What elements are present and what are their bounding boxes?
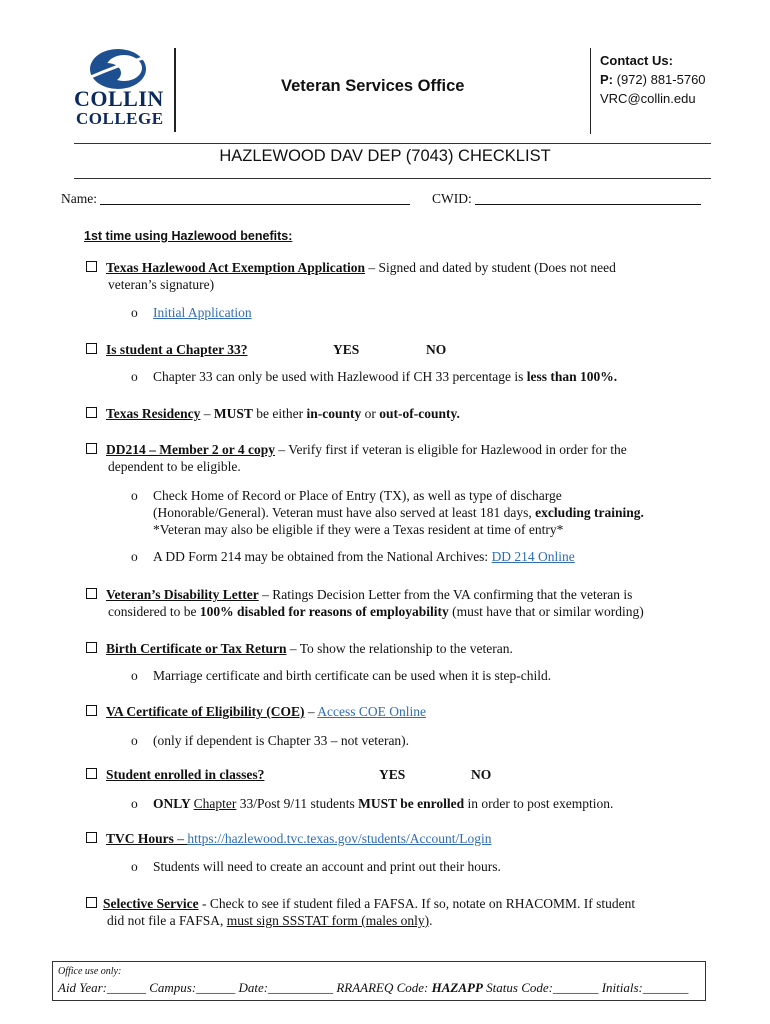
birth-sub-text: Marriage certificate and birth certificate can be used when it is step-child. xyxy=(153,668,552,683)
selective-text: - Check to see if student filed a FAFSA. If so, notate on RHACOMM. If student xyxy=(198,896,636,911)
page-title: HAZLEWOOD DAV DEP (7043) CHECKLIST xyxy=(219,147,551,165)
selective-label: Selective Service xyxy=(103,896,199,911)
coe-dash: – xyxy=(304,704,318,719)
cwid-line[interactable] xyxy=(475,204,701,205)
item-dd214 xyxy=(86,441,706,458)
item-enrolled xyxy=(86,766,264,783)
tvc-login-link[interactable]: https://hazlewood.tvc.texas.gov/students/Account/Login xyxy=(187,831,492,846)
college-logo xyxy=(74,44,164,130)
bullet: o xyxy=(131,549,138,564)
rraareq-label: RRAAREQ Code: xyxy=(336,980,432,995)
name-label: Name: xyxy=(61,191,97,206)
enrolled-yes[interactable]: YES xyxy=(379,767,406,782)
checkbox-exemption[interactable] xyxy=(86,261,97,272)
hazapp-code: HAZAPP xyxy=(431,980,483,995)
selective-text-2 xyxy=(107,912,432,929)
checkbox-selective[interactable] xyxy=(86,897,97,908)
rraareq-code xyxy=(336,980,598,995)
chapter33-label: Is student a Chapter 33? xyxy=(106,342,248,357)
campus-field[interactable]: Campus:______ xyxy=(149,980,236,995)
checkbox-chapter33[interactable] xyxy=(86,343,97,354)
chapter33-sub-text: Chapter 33 can only be used with Hazlewood if CH 33 percentage is xyxy=(153,369,527,384)
disability-text: – Ratings Decision Letter from the VA confirming that the veteran is xyxy=(258,587,633,602)
checkbox-residency[interactable] xyxy=(86,407,97,418)
chapter33-no[interactable]: NO xyxy=(426,342,447,357)
tvc-sub xyxy=(131,858,501,875)
exemption-sub xyxy=(131,304,252,321)
item-tvc xyxy=(86,830,491,847)
enrolled-sub-bold2: MUST be enrolled xyxy=(358,796,465,811)
item-exemption xyxy=(86,259,686,276)
chapter33-sub xyxy=(131,368,618,385)
dd214-sub2 xyxy=(131,548,575,565)
residency-t2: be either xyxy=(252,406,307,421)
dd214-sub1-line3: *Veteran may also be eligible if they were a Texas resident at time of entry* xyxy=(153,522,564,537)
residency-in-county: in-county xyxy=(306,406,362,421)
bullet: o xyxy=(131,488,138,503)
residency-t3: or xyxy=(361,406,380,421)
dd214-sub2-text: A DD Form 214 may be obtained from the National Archives: xyxy=(153,549,492,564)
contact-block xyxy=(600,51,706,108)
disability-label: Veteran’s Disability Letter xyxy=(106,587,259,602)
dd214-sub1-line2 xyxy=(153,504,713,521)
title-rule xyxy=(74,178,711,179)
bullet: o xyxy=(131,859,138,874)
tvc-label: TVC Hours xyxy=(106,831,174,846)
contact-heading: Contact Us: xyxy=(600,53,673,68)
dd214-sub1 xyxy=(131,487,713,538)
item-selective xyxy=(86,895,706,912)
phone-label: P: xyxy=(600,72,613,87)
enrolled-sub-u: Chapter xyxy=(193,796,237,811)
birth-sub xyxy=(131,667,552,684)
dd214-text-2: dependent to be eligible. xyxy=(108,459,241,474)
contact-phone xyxy=(600,70,706,89)
disability-text2b: (must have that or similar wording) xyxy=(448,604,644,619)
contact-email: VRC@collin.edu xyxy=(600,91,696,106)
enrolled-sub-t2: in order to post exemption. xyxy=(464,796,614,811)
birth-text: – To show the relationship to the veteran. xyxy=(286,641,513,656)
residency-out-county: out-of-county. xyxy=(379,406,460,421)
checkbox-enrolled[interactable] xyxy=(86,768,97,779)
bullet: o xyxy=(131,733,138,748)
bullet: o xyxy=(131,668,138,683)
item-residency xyxy=(86,405,460,422)
name-field[interactable] xyxy=(61,191,410,207)
tvc-dash: – xyxy=(173,831,188,846)
office-title: Veteran Services Office xyxy=(281,77,465,95)
cwid-label: CWID: xyxy=(432,191,472,206)
coe-sub-text: (only if dependent is Chapter 33 – not veteran). xyxy=(153,733,410,748)
bullet: o xyxy=(131,796,138,811)
tvc-sub-text: Students will need to create an account and print out their hours. xyxy=(153,859,501,874)
bullet: o xyxy=(131,305,138,320)
dd214-label: DD214 – Member 2 or 4 copy xyxy=(106,442,275,457)
checkbox-birth[interactable] xyxy=(86,642,97,653)
checkbox-coe[interactable] xyxy=(86,705,97,716)
aid-year-field[interactable]: Aid Year:______ xyxy=(58,980,146,995)
access-coe-link[interactable]: Access COE Online xyxy=(317,704,426,719)
header-divider-left xyxy=(174,48,176,132)
office-use-label: Office use only: xyxy=(58,966,122,977)
logo-line2: COLLEGE xyxy=(76,109,164,128)
office-use-box xyxy=(52,961,706,1001)
header-divider-right xyxy=(590,48,591,134)
name-line[interactable] xyxy=(100,204,410,205)
item-disability xyxy=(86,586,706,603)
residency-must: MUST xyxy=(213,406,253,421)
selective-text2-u: must sign SSSTAT form (males only) xyxy=(226,913,430,928)
dd214-sub1-line2-bold: excluding training. xyxy=(535,505,644,520)
item-coe xyxy=(86,703,426,720)
phone-number: (972) 881-5760 xyxy=(616,72,706,87)
coe-sub xyxy=(131,732,410,749)
disability-text2-bold: 100% disabled for reasons of employability xyxy=(199,604,449,619)
dd214-text: – Verify first if veteran is eligible for Hazlewood in order for the xyxy=(274,442,627,457)
initial-application-link[interactable]: Initial Application xyxy=(153,305,252,320)
dd214-sub1-line1: Check Home of Record or Place of Entry (TX), as well as type of discharge xyxy=(153,488,562,503)
collin-swoosh-icon xyxy=(74,44,164,90)
enrolled-no[interactable]: NO xyxy=(471,767,492,782)
checkbox-tvc[interactable] xyxy=(86,832,97,843)
office-use-fields xyxy=(58,980,688,996)
birth-label: Birth Certificate or Tax Return xyxy=(106,641,287,656)
chapter33-sub-bold: less than 100%. xyxy=(526,369,618,384)
logo-line1: COLLIN xyxy=(74,86,164,111)
enrolled-label: Student enrolled in classes? xyxy=(106,767,265,782)
checkbox-disability[interactable] xyxy=(86,588,97,599)
dd214-sub1-line2-text: (Honorable/General). Veteran must have also served at least 181 days, xyxy=(153,505,536,520)
exemption-text-2: veteran’s signature) xyxy=(108,277,215,292)
section-heading: 1st time using Hazlewood benefits: xyxy=(84,229,293,243)
header-rule xyxy=(74,143,711,144)
enrolled-sub-t1: 33/Post 9/11 students xyxy=(236,796,359,811)
cwid-field[interactable] xyxy=(432,191,701,207)
disability-text2a: considered to be xyxy=(108,604,200,619)
exemption-text: – Signed and dated by student (Does not need xyxy=(365,260,616,275)
item-birth xyxy=(86,640,513,657)
checkbox-dd214[interactable] xyxy=(86,443,97,454)
residency-label: Texas Residency xyxy=(106,406,201,421)
exemption-label: Texas Hazlewood Act Exemption Application xyxy=(106,260,366,275)
selective-text2b: . xyxy=(429,913,433,928)
selective-text2a: did not file a FAFSA, xyxy=(107,913,227,928)
enrolled-sub xyxy=(131,795,614,812)
initials-field[interactable]: Initials:_______ xyxy=(601,980,689,995)
status-code-field[interactable]: Status Code:_______ xyxy=(482,980,599,995)
dd214-online-link[interactable]: DD 214 Online xyxy=(491,549,575,564)
bullet: o xyxy=(131,369,138,384)
disability-text-2 xyxy=(108,603,644,620)
date-field[interactable]: Date:__________ xyxy=(238,980,334,995)
coe-label: VA Certificate of Eligibility (COE) xyxy=(106,704,305,719)
chapter33-yes[interactable]: YES xyxy=(333,342,360,357)
item-chapter33 xyxy=(86,341,248,358)
residency-t1: – xyxy=(200,406,214,421)
enrolled-sub-bold1: ONLY xyxy=(153,796,194,811)
